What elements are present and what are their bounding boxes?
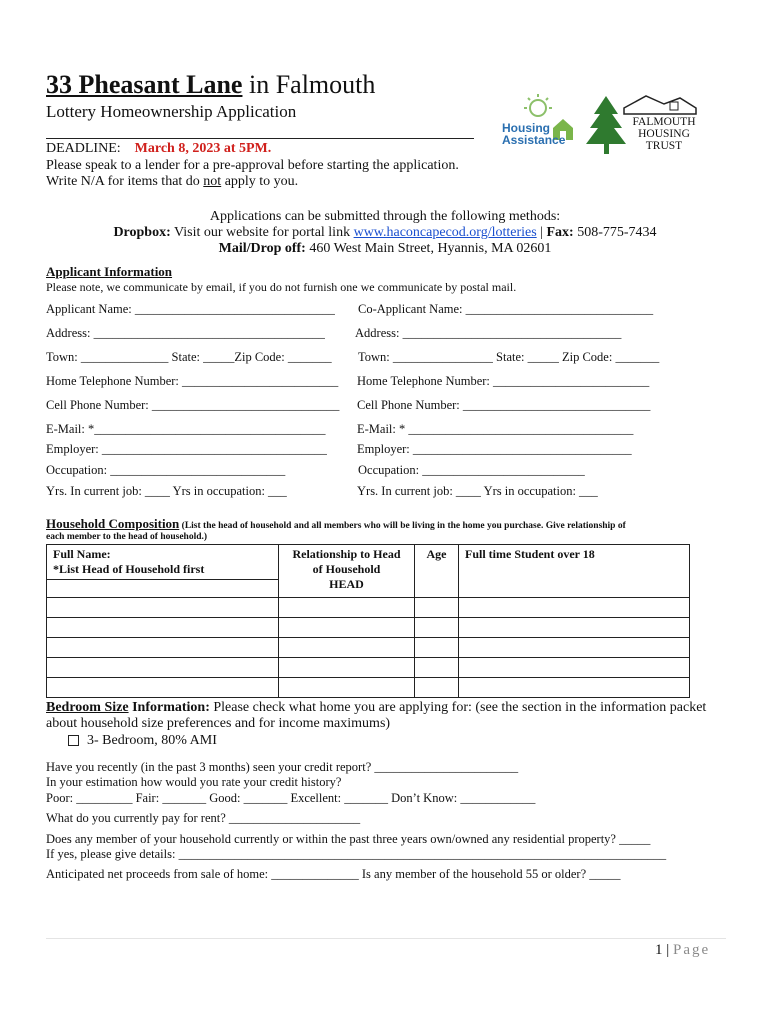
table-cell[interactable] [459, 598, 690, 618]
col-relationship-head: HEAD [329, 577, 364, 591]
coapplicant-employer-field[interactable]: Employer: ___________________________________ [357, 442, 632, 456]
table-row[interactable] [47, 678, 690, 698]
coapplicant-address-field[interactable]: Address: ___________________________________ [355, 326, 622, 340]
applicant-home-phone-field[interactable]: Home Telephone Number: _________________________ [46, 374, 339, 388]
page-num: 1 [655, 942, 663, 958]
deadline-date: March 8, 2023 at 5PM. [134, 141, 272, 156]
household-note-1: (List the head of household and all members who will be living in the home you purchase. Give relationship of [179, 521, 626, 531]
table-cell[interactable] [279, 678, 415, 698]
col-student [459, 545, 690, 598]
page-sep: | [662, 942, 674, 958]
logo-falmouth: FALMOUTH [632, 116, 696, 128]
applicant-heading: Applicant Information [46, 264, 173, 279]
table-cell[interactable] [279, 618, 415, 638]
table-cell[interactable] [47, 658, 279, 678]
dropbox-text: Visit our website for portal link [170, 225, 354, 240]
bedroom-text-1: Please check what home you are applying for: (see the section in the information packet [209, 700, 707, 715]
table-cell[interactable] [415, 658, 459, 678]
logo-housing: HOUSING [638, 128, 690, 140]
mail-address: 460 West Main Street, Hyannis, MA 02601 [305, 241, 552, 256]
table-cell[interactable] [279, 658, 415, 678]
property-question[interactable]: Does any member of your household currently or within the past three years own/owned any residential property? _____ [46, 832, 651, 846]
coapplicant-town-field[interactable]: Town: ________________ State: _____ Zip Code: _______ [358, 350, 660, 364]
table-cell[interactable] [47, 618, 279, 638]
col-student-label: Full time Student over 18 [465, 547, 595, 561]
household-heading: Household Composition [46, 516, 180, 531]
household-note-2: each member to the head of household.) [46, 532, 208, 542]
table-cell[interactable] [415, 618, 459, 638]
applicant-note: Please note, we communicate by email, if you do not furnish one we communicate by postal mail. [46, 280, 517, 294]
col-full-name-note: *List Head of Household first [53, 562, 205, 576]
table-cell[interactable] [459, 678, 690, 698]
note-na: Write N/A for items that do not apply to you. [46, 174, 299, 189]
table-header-row [47, 545, 690, 580]
coapplicant-cell-phone-field[interactable]: Cell Phone Number: ______________________________ [357, 398, 651, 412]
credit-report-question[interactable]: Have you recently (in the past 3 months) seen your credit report? _______________________ [46, 760, 519, 774]
coapplicant-email-field[interactable]: E-Mail: * ____________________________________ [357, 422, 634, 436]
housing-assistance-logo [498, 92, 580, 150]
col-age [415, 545, 459, 598]
footer-rule [46, 938, 726, 939]
coapplicant-name-field[interactable]: Co-Applicant Name: ______________________________ [358, 302, 654, 316]
coapplicant-occupation-field[interactable]: Occupation: __________________________ [358, 463, 585, 477]
applicant-employer-field[interactable]: Employer: ____________________________________ [46, 442, 327, 456]
table-cell[interactable] [279, 598, 415, 618]
applicant-occupation-field[interactable]: Occupation: ____________________________ [46, 463, 286, 477]
logo-line-1: Housing [502, 121, 550, 135]
town-suffix: in Falmouth [242, 70, 376, 99]
table-cell[interactable] [47, 638, 279, 658]
table-row[interactable] [47, 598, 690, 618]
table-row[interactable] [47, 618, 690, 638]
bedroom-heading-rest: Information: [128, 700, 210, 715]
logo-line-2: Assistance [502, 133, 566, 147]
table-cell[interactable] [459, 638, 690, 658]
table-cell[interactable] [47, 678, 279, 698]
household-heading-line [46, 516, 626, 532]
credit-rating-options[interactable]: Poor: _________ Fair: _______ Good: _______ Excellent: _______ Don’t Know: ____________ [46, 791, 536, 805]
proceeds-question[interactable]: Anticipated net proceeds from sale of home: ______________ Is any member of the household 55 or older? _____ [46, 867, 621, 881]
bedroom-checkbox[interactable] [68, 735, 79, 746]
table-row[interactable] [47, 638, 690, 658]
applicant-town-field[interactable]: Town: ______________ State: _____Zip Code: _______ [46, 350, 332, 364]
col-full-name [47, 545, 279, 580]
col-age-label: Age [426, 547, 447, 561]
bedroom-text-2: about household size preferences and for income maximums) [46, 716, 391, 731]
table-cell[interactable] [415, 678, 459, 698]
table-cell[interactable] [459, 658, 690, 678]
applicant-name-field[interactable]: Applicant Name: ________________________________ [46, 302, 335, 316]
property-address: 33 Pheasant Lane [46, 70, 243, 99]
applicant-address-field[interactable]: Address: _____________________________________ [46, 326, 325, 340]
submission-intro: Applications can be submitted through the following methods: [209, 209, 561, 224]
bedroom-heading: Bedroom Size [46, 700, 129, 715]
note-lender: Please speak to a lender for a pre-approval before starting the application. [46, 158, 459, 173]
table-cell[interactable] [47, 598, 279, 618]
deadline [46, 141, 271, 157]
table-cell[interactable] [279, 638, 415, 658]
dropbox-label: Dropbox: [113, 225, 171, 240]
page-number [655, 942, 710, 959]
fax-number: 508-775-7434 [573, 225, 657, 240]
lotteries-link[interactable]: www.haconcapecod.org/lotteries [353, 225, 537, 240]
rent-question[interactable]: What do you currently pay for rent? _____________________ [46, 811, 361, 825]
coapplicant-years-field[interactable]: Yrs. In current job: ____ Yrs in occupation: ___ [357, 484, 598, 498]
page-title [46, 70, 375, 100]
credit-rating-question: In your estimation how would you rate your credit history? [46, 775, 342, 789]
applicant-email-field[interactable]: E-Mail: *_____________________________________ [46, 422, 326, 436]
page-word: Page [673, 942, 711, 958]
mail-label: Mail/Drop off: [218, 241, 306, 256]
submission-dropbox [0, 225, 770, 241]
coapplicant-home-phone-field[interactable]: Home Telephone Number: _________________________ [357, 374, 650, 388]
applicant-years-field[interactable]: Yrs. In current job: ____ Yrs in occupation: ___ [46, 484, 287, 498]
table-cell[interactable] [415, 598, 459, 618]
bedroom-option-label: 3- Bedroom, 80% AMI [87, 733, 217, 748]
page-subtitle: Lottery Homeownership Application [46, 102, 297, 121]
col-relationship [279, 545, 415, 598]
bedroom-line-1 [46, 700, 706, 716]
title-rule [46, 138, 474, 139]
col-relationship-label-1: Relationship to Head [292, 547, 401, 561]
deadline-label: DEADLINE: [46, 141, 121, 156]
table-cell[interactable] [415, 638, 459, 658]
separator: | [536, 225, 547, 240]
table-cell[interactable] [459, 618, 690, 638]
col-relationship-label-2: of Household [312, 562, 381, 576]
submission-mail [0, 241, 770, 257]
household-table [46, 544, 690, 698]
table-row[interactable] [47, 658, 690, 678]
col-full-name-label: Full Name: [53, 547, 111, 561]
fax-label: Fax: [546, 225, 574, 240]
falmouth-housing-trust-logo [584, 94, 702, 158]
table-cell[interactable] [47, 580, 279, 598]
bedroom-option[interactable] [68, 733, 217, 749]
logo-trust: TRUST [645, 140, 683, 152]
applicant-cell-phone-field[interactable]: Cell Phone Number: ______________________________ [46, 398, 340, 412]
property-details[interactable]: If yes, please give details: ______________________________________________________________________________ [46, 847, 667, 861]
